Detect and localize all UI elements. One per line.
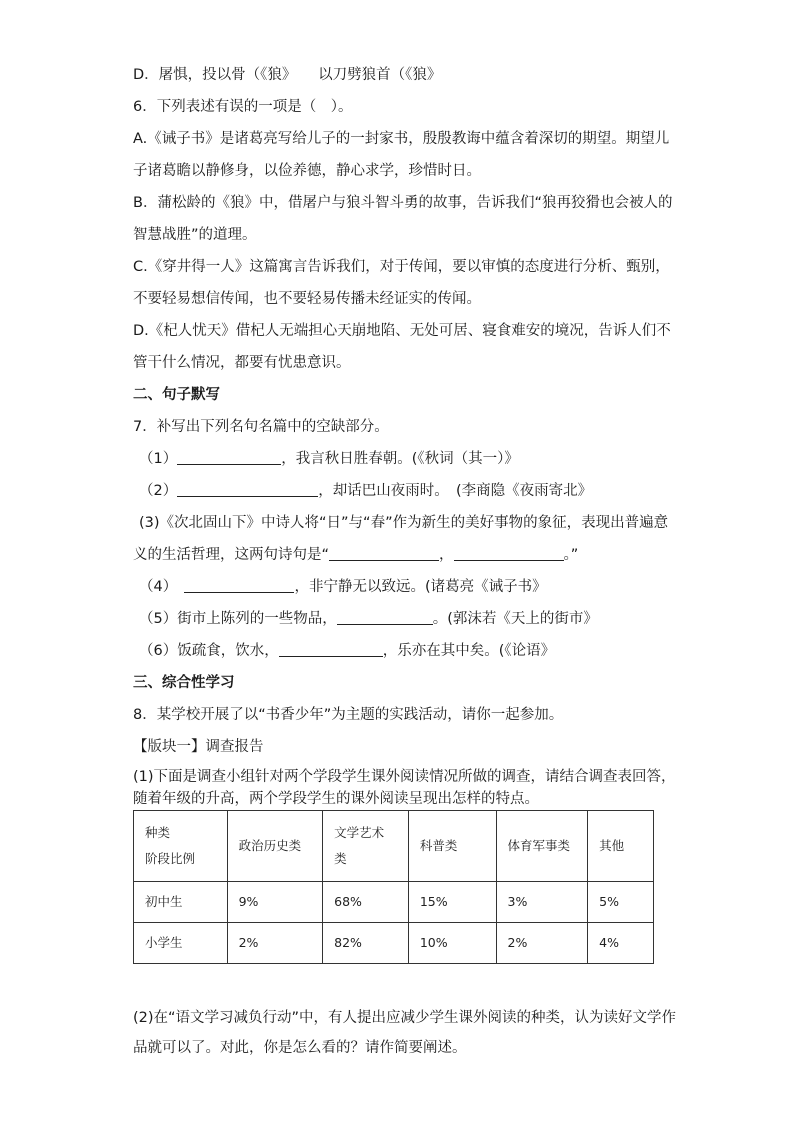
table-cell: 2%	[496, 923, 588, 964]
category-label: 种类	[145, 825, 171, 840]
q7-item-1-text: ，我言秋日胜春朝。(《秋词（其一）》	[281, 451, 519, 467]
q8-part1-line2: 随着年级的升高，两个学段学生的课外阅读呈现出怎样的特点。	[133, 791, 539, 807]
q7-item-6-source: ，乐亦在其中矣。(《论语》	[382, 643, 556, 659]
q7-item-1	[139, 449, 669, 469]
q7-item-3-line1: (3)《次北固山下》中诗人将“日”与“春”作为新生的美好事物的象征，表现出普遍意	[139, 515, 669, 531]
table-corner-cell	[134, 811, 228, 882]
q6-option-d-line1: D.《杞人忧天》借杞人无端担心天崩地陷、无处可居、寝食难安的境况，告诉人们不	[133, 323, 671, 339]
q6-option-c-line1: C.《穿井得一人》这篇寓言告诉我们，对于传闻，要以审慎的态度进行分析、甄别，	[133, 259, 670, 275]
q7-item-2	[139, 481, 669, 501]
table-row	[134, 923, 654, 964]
header-text-line2: 类	[334, 851, 347, 866]
q7-item-3-line2	[133, 545, 663, 565]
q6-option-c-line2: 不要轻易想信传闻，也不要轻易传播未经证实的传闻。	[133, 291, 481, 307]
q8-part1-line1: (1)下面是调查小组针对两个学段学生课外阅读情况所做的调查，请结合调查表回答，	[133, 769, 676, 785]
q7-item-1-number: （1）	[139, 451, 178, 467]
q7-item-3-text: 义的生活哲理，这两句诗句是“	[133, 547, 330, 563]
answer-blank[interactable]	[177, 481, 318, 497]
stage-ratio-label: 阶段比例	[145, 851, 196, 866]
question-7: 7．补写出下列名句名篇中的空缺部分。	[133, 419, 389, 435]
table-header-cell: 政治历史类	[227, 811, 323, 882]
answer-blank[interactable]	[184, 577, 294, 593]
q7-item-2-text: ，却话巴山夜雨时。 (李商隐《夜雨寄北》	[318, 483, 593, 499]
answer-blank[interactable]	[454, 545, 564, 561]
table-header-cell: 其他	[588, 811, 654, 882]
table-cell: 4%	[588, 923, 654, 964]
section-2-heading: 二、句子默写	[133, 387, 220, 403]
question-8: 8．某学校开展了以“书香少年”为主题的实践活动，请你一起参加。	[133, 707, 564, 723]
q7-item-5-source: 。(郭沫若《天上的街市》	[432, 611, 598, 627]
table-cell: 2%	[227, 923, 323, 964]
q7-item-4-text: ，非宁静无以致远。(诸葛亮《诫子书》	[294, 579, 547, 595]
question-6: 6．下列表述有误的一项是（ ）。	[133, 99, 353, 115]
q7-item-5	[139, 609, 669, 629]
row-label: 初中生	[134, 882, 228, 923]
table-header-cell: 体育军事类	[496, 811, 588, 882]
answer-blank[interactable]	[329, 545, 439, 561]
table-cell: 9%	[227, 882, 323, 923]
answer-blank[interactable]	[177, 449, 281, 465]
closing-quote: 。”	[563, 547, 579, 563]
answer-blank[interactable]	[279, 641, 383, 657]
block-1-heading: 【版块一】调查报告	[133, 739, 264, 755]
q5-option-d: D．屠惧，投以骨（《狼》 以刀劈狼首（《狼》	[133, 67, 442, 83]
q7-item-4-number: （4）	[139, 579, 185, 595]
table-cell: 82%	[323, 923, 409, 964]
table-header-cell	[323, 811, 409, 882]
answer-blank[interactable]	[337, 609, 433, 625]
q7-item-5-text: （5）街市上陈列的一些物品，	[139, 611, 337, 627]
comma: ，	[439, 547, 454, 563]
q6-option-b-line1: B．蒲松龄的《狼》中，借屠户与狼斗智斗勇的故事，告诉我们“狼再狡猾也会被人的	[133, 195, 673, 211]
table-cell: 68%	[323, 882, 409, 923]
table-row	[134, 882, 654, 923]
q7-item-2-number: （2）	[139, 483, 178, 499]
table-cell: 15%	[408, 882, 496, 923]
q7-item-6	[139, 641, 669, 661]
section-3-heading: 三、综合性学习	[133, 675, 235, 691]
table-cell: 3%	[496, 882, 588, 923]
q8-part2-line1: (2)在“语文学习减负行动”中，有人提出应减少学生课外阅读的种类，认为读好文学作	[133, 1010, 677, 1026]
table-header-row	[134, 811, 654, 882]
q8-part2-line2: 品就可以了。对此，你是怎么看的？请作简要阐述。	[133, 1040, 467, 1056]
table-cell: 10%	[408, 923, 496, 964]
reading-survey-table	[133, 810, 654, 964]
table-cell: 5%	[588, 882, 654, 923]
row-label: 小学生	[134, 923, 228, 964]
header-text-line1: 文学艺术	[334, 825, 385, 840]
q6-option-a-line1: A.《诫子书》是诸葛亮写给儿子的一封家书，殷殷教诲中蕴含着深切的期望。期望儿	[133, 131, 670, 147]
q6-option-a-line2: 子诸葛瞻以静修身，以俭养德，静心求学，珍惜时日。	[133, 163, 481, 179]
q6-option-b-line2: 智慧战胜”的道理。	[133, 227, 257, 243]
q7-item-4	[139, 577, 669, 597]
q7-item-6-text: （6）饭疏食，饮水，	[139, 643, 279, 659]
q6-option-d-line2: 管干什么情况，都要有忧患意识。	[133, 355, 351, 371]
table-header-cell: 科普类	[408, 811, 496, 882]
